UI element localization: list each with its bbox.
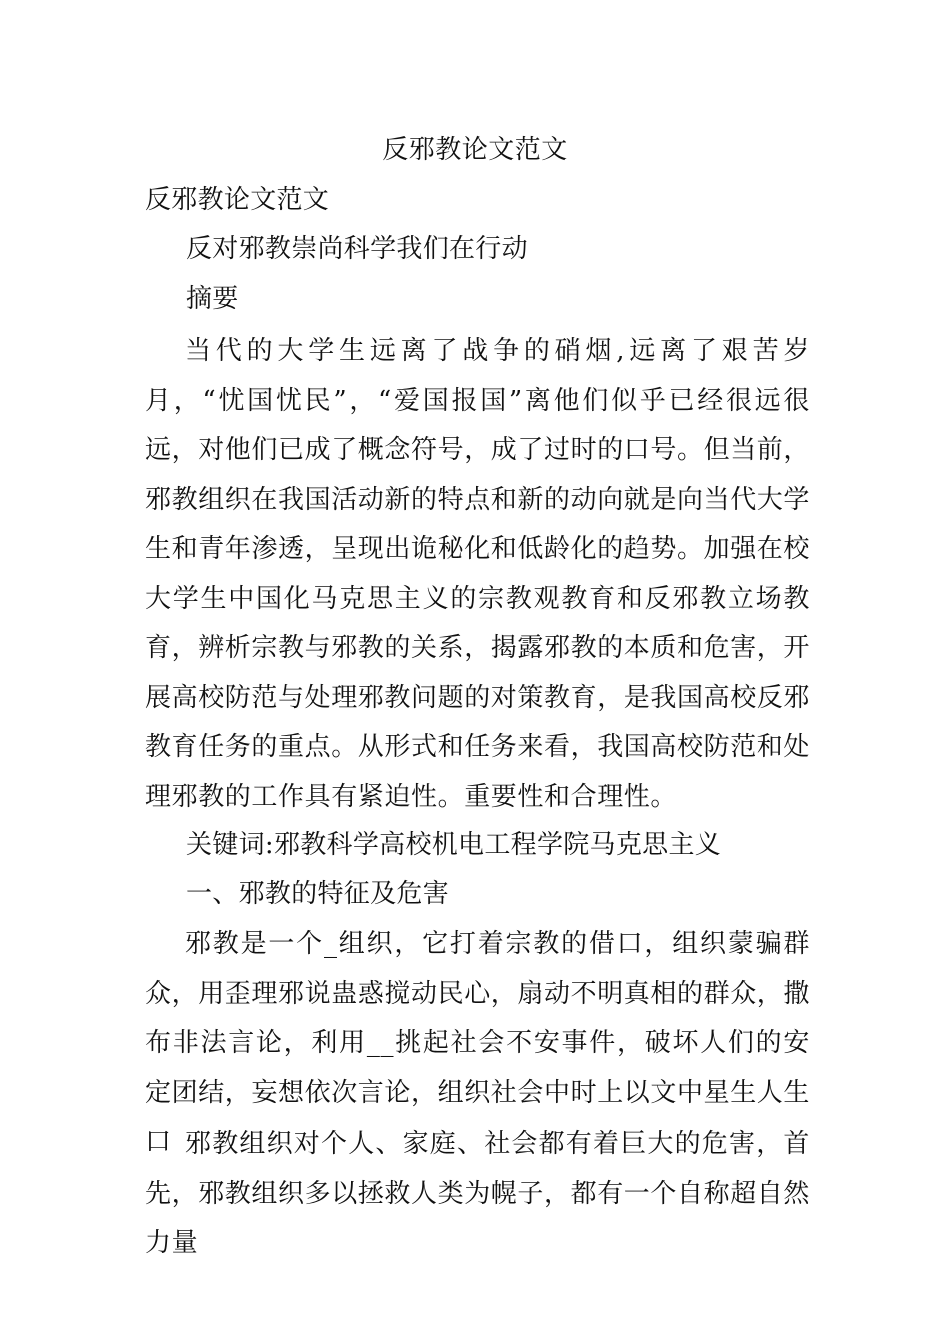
- keywords-line: 关键词:邪教科学高校机电工程学院马克思主义: [186, 830, 722, 860]
- abstract-paragraph: 当代的大学生远离了战争的硝烟,远离了艰苦岁月，“忧国忧民”，“爱国报国”离他们似乎已经很远很远，对他们已成了概念符号，成了过时的口号。但当前，邪教组织在我国活动新的特点和新的动向就是向当代大学生和青年渗透，呈现出诡秘化和低龄化的趋势。加强在校大学生中国化马克思主义的宗教观教育和反邪教立场教育，辨析宗教与邪教的关系，揭露邪教的本质和危害，开展高校防范与处理邪教问题的对策教育，是我国高校反邪教育任务的重点。从形式和任务来看，我国高校防范和处理邪教的工作具有紧迫性。重要性和合理性。: [145, 336, 811, 812]
- abstract-label: 摘要: [186, 284, 239, 314]
- body-paragraph-2: 邪教组织对个人、家庭、社会都有着巨大的危害，首先，邪教组织多以拯救人类为幌子，都有一个自称超自然力量: [145, 1129, 811, 1258]
- document-title: 反邪教论文范文: [382, 135, 568, 165]
- document-subtitle: 反邪教论文范文: [145, 185, 330, 215]
- article-heading: 反对邪教崇尚科学我们在行动: [186, 234, 528, 264]
- section-heading: 一、邪教的特征及危害: [186, 879, 450, 909]
- body-paragraph-1: 邪教是一个_组织，它打着宗教的借口，组织蒙骗群众，用歪理邪说蛊惑搅动民心，扇动不明真相的群众，撒布非法言论，利用__挑起社会不安事件，破坏人们的安定团结，妄想依次言论，组织社会中时上以文中星生人生口: [145, 929, 811, 1157]
